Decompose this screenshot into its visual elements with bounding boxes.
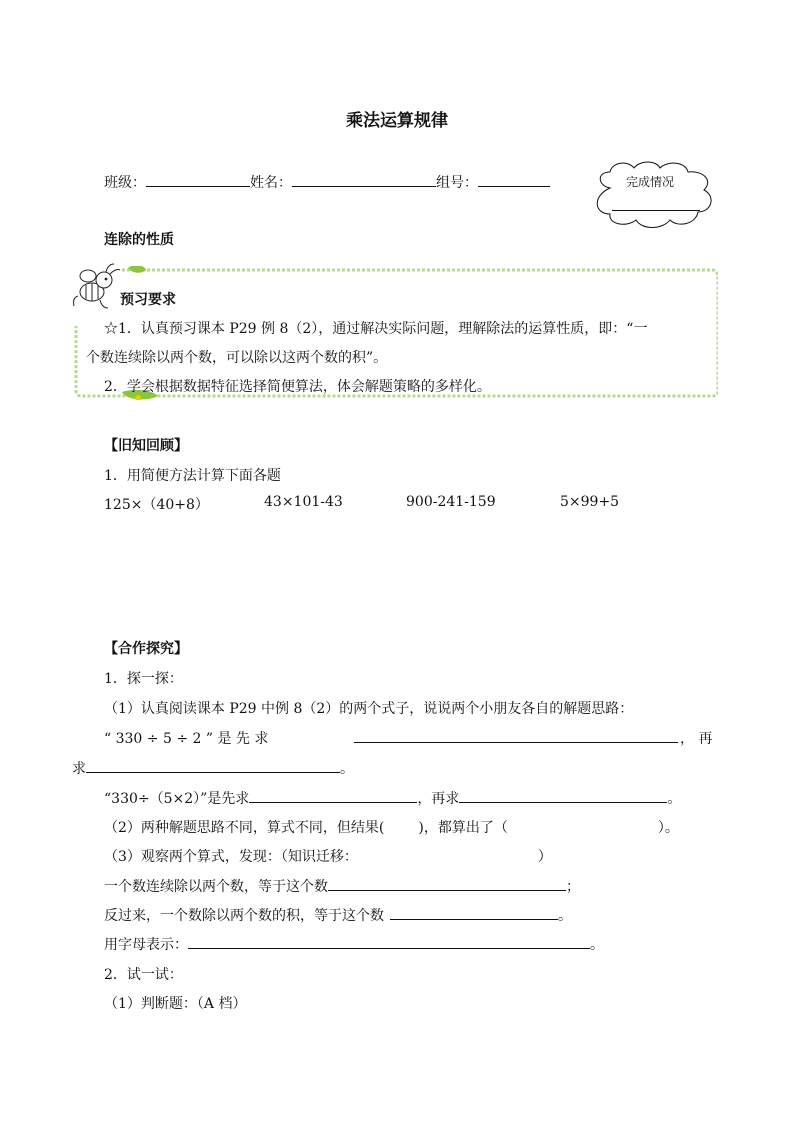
completion-label: 完成情况 [626,175,675,189]
explore-p5-mid: )，都算出了（ [418,820,508,836]
explore-p9-end: 。 [590,937,604,953]
explore-p7-text: 一个数连续除以两个数，等于这个数 [104,879,328,895]
bee-icon [70,262,126,312]
preview-item1-line1: ☆1．认真预习课本 P29 例 8（2），通过解决实际问题，理解除法的运算性质，即：“一 [104,321,648,337]
cloud-icon [590,160,720,232]
explore-p5-text: （2）两种解题思路不同，算式不同，但结果( [104,820,385,836]
explore-heading: 【合作探究】 [104,641,188,657]
explore-p9-text: 用字母表示： [104,937,188,953]
explore-p1: （1）认真阅读课本 P29 中例 8（2）的两个式子，说说两个小朋友各自的解题思路： [104,701,634,717]
explore-p8-text: 反过来，一个数除以两个数的积，等于这个数 [104,908,384,924]
explore-p4 [104,788,681,808]
explore-p7 [104,876,580,896]
explore-p9 [104,934,604,954]
class-field[interactable] [146,172,250,187]
explore-p10: （1）判断题：（A 档） [104,996,247,1012]
explore-p4-text: “330÷（5×2）”是先求 [104,791,250,807]
group-field[interactable] [478,172,550,187]
name-label: 姓名： [250,175,292,191]
class-label: 班级： [104,175,146,191]
explore-p6-text: （3）观察两个算式，发现：（知识迁移： [104,849,358,865]
explore-p8 [104,905,572,925]
review-heading: 【旧知回顾】 [104,438,188,454]
blank-rule-1[interactable] [328,876,566,891]
explore-p6-end: ） [537,849,552,865]
blank-p4-first[interactable] [249,788,417,803]
group-label: 组号： [436,175,478,191]
explore-p2 [104,728,268,748]
explore-p3 [72,758,354,778]
explore-p5-end: ）。 [657,820,679,836]
explore-q1: 1．探一探： [104,671,183,687]
preview-item1-line2: 个数连续除以两个数，可以除以这两个数的积”。 [86,350,388,366]
preview-heading: 预习要求 [120,292,176,308]
blank-letters[interactable] [188,934,590,949]
explore-p2-text: “ 330 ÷ 5 ÷ 2 ” 是 先 求 [104,731,269,747]
completion-field[interactable] [612,210,700,211]
info-row [104,172,550,192]
blank-first-step[interactable] [354,730,678,743]
blank-p4-second[interactable] [459,788,667,803]
explore-p5 [104,817,679,837]
review-expr-4: 5×99+5 [560,494,620,510]
name-field[interactable] [292,172,436,187]
explore-p2-right: ， 再 [680,731,713,747]
preview-item2: 2．学会根据数据特征选择简便算法，体会解题策略的多样化。 [104,379,491,395]
explore-p6 [104,846,552,866]
explore-p4-end: 。 [667,791,682,807]
blank-second-step[interactable] [86,758,340,773]
review-expr-3: 900-241-159 [406,494,496,510]
explore-p8-end: 。 [558,908,572,924]
section-title: 连除的性质 [104,232,174,248]
review-expr-1: 125×（40+8） [104,497,209,513]
explore-p7-end: ； [566,879,580,895]
page-title: 乘法运算规律 [346,111,448,131]
review-q1: 1．用简便方法计算下面各题 [104,468,281,484]
review-expr-2: 43×101-43 [264,494,343,510]
explore-p3-text: 求 [72,761,86,777]
blank-rule-2[interactable] [390,905,558,920]
explore-p3-end: 。 [340,761,354,777]
explore-q2: 2．试一试： [104,967,183,983]
explore-p4-mid: ，再求 [417,791,460,807]
